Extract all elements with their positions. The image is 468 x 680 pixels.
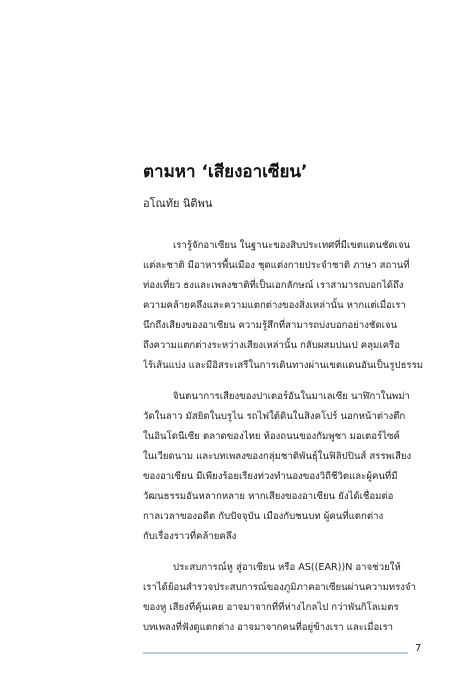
paragraph-3 [143, 558, 431, 638]
text-line: ไร้เส้นแบ่ง และมีอิสระเสรีในการเดินทางผ่านเขตแดนอันเป็นรูปธรรม [143, 360, 424, 371]
text-line: ในอินโดนีเซีย ตลาดของไทย ท้องถนนของกัมพูชา มอเตอร์ไซค์ [143, 431, 400, 442]
text-line: กาลเวลาของอดีต กับปัจจุบัน เมืองกับชนบท ผู้คนที่แตกต่าง [143, 511, 384, 522]
text-line: แต่ละชาติ มีอาหารพื้นเมือง ชุดแต่งกายประจำชาติ ภาษา สถานที่ [143, 260, 410, 271]
text-line: ความคล้ายคลึงและความแตกต่างของสิ่งเหล่านั้น หากแต่เมื่อเรา [143, 300, 406, 311]
text-line: ในเวียดนาม และบทเพลงของกลุ่มชาติพันธุ์ในฟิลิปปินส์ สรรพเสียง [143, 451, 412, 462]
text-line: ถึงความแตกต่างระหว่างเสียงเหล่านั้น กลับผสมปนเป คลุมเครือ [143, 340, 400, 351]
chapter-title: ตามหา ‘เสียงอาเซียน’ [143, 162, 308, 182]
author-name: อโณทัย นิติพน [143, 197, 213, 210]
text-line: ของหู เสียงที่คุ้นเคย อาจมาจากที่ที่ห่างไกลไป กว่าพันกิโลเมตร [143, 602, 399, 613]
text-line: เราได้ย้อนสำรวจประสบการณ์ของภูมิภาคอาเซียนผ่านความทรงจำ [143, 582, 416, 593]
text-line: วัฒนธรรมอันหลากหลาย หากเสียงของอาเซียน ยังได้เชื่อมต่อ [143, 491, 394, 502]
text-line: นึกถึงเสียงของอาเซียน ความรู้สึกที่สามารถบ่งบอกอย่างชัดเจน [143, 320, 398, 331]
text-line: ประสบการณ์หู สู่อาเซียน หรือ AS((EAR))N อาจช่วยให้ [173, 562, 401, 573]
page-number: 7 [415, 643, 422, 654]
paragraph-2 [143, 387, 431, 547]
text-line: เรารู้จักอาเซียน ในฐานะของสิบประเทศที่มีเขตแดนชัดเจน [173, 240, 411, 251]
paragraph-1 [143, 236, 431, 376]
text-line: จินตนาการเสียงของปาเตอร์อันในมาเลเซีย นาฬิกาในพม่า [173, 391, 410, 402]
text-line: วัดในลาว มัสยิดในบรูไน รถไฟใต้ดินในสิงคโปร์ นอกหน้าต่างตึก [143, 411, 406, 422]
text-line: กับเรื่องราวที่คล้ายคลึง [143, 531, 237, 542]
footer-divider [143, 652, 408, 654]
text-line: ของอาเซียน มีเพียงร้อยเรียงท่วงทำนองของวิถีชีวิตและผู้คนที่มี [143, 471, 398, 482]
body-text [143, 236, 431, 649]
text-line: ท่องเที่ยว ธงและเพลงชาติที่เป็นเอกลักษณ์ เราสามารถบอกได้ถึง [143, 280, 404, 291]
text-line: บทเพลงที่ฟังดูแตกต่าง อาจมาจากคนที่อยู่ข้างเรา และเมื่อเรา [143, 622, 394, 633]
